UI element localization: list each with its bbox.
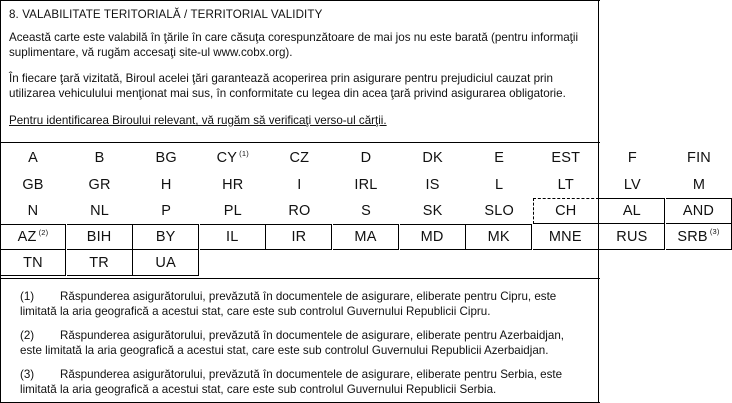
country-code-label: AND	[682, 203, 715, 219]
country-code-label: IL	[226, 229, 239, 245]
country-code-sk	[400, 198, 466, 224]
country-code-by	[133, 224, 199, 250]
country-code-ch	[533, 198, 599, 224]
country-code-label: FIN	[687, 150, 711, 166]
country-code-label: MK	[487, 229, 510, 245]
country-code-label: F	[627, 150, 637, 166]
country-code-bg	[133, 145, 199, 171]
country-code-md	[400, 224, 466, 250]
country-code-h	[133, 172, 199, 198]
footnote-text: Răspunderea asigurătorului, prevăzută în documentele de asigurare, eliberate pentru Azerbaidjan, este limitată la aria geografică a acestui stat, care este sub controlul Guvernului Republicii Azerbaidjan.	[20, 329, 565, 357]
country-code-a	[0, 145, 66, 171]
country-code-label: MD	[420, 229, 444, 245]
country-code-label: I	[297, 177, 302, 193]
footnote-marker: (3)	[709, 227, 720, 236]
country-code-label: IRL	[354, 177, 378, 193]
footnote-text: Răspunderea asigurătorului, prevăzută în documentele de asigurare, eliberate pentru Cipru, este limitată la aria geografică a acestui stat, care este sub controlul Guvernului Republicii Cipru.	[20, 290, 557, 318]
country-code-label: GB	[22, 177, 44, 193]
country-code-label: RUS	[616, 228, 648, 245]
country-code-ma	[333, 224, 399, 250]
country-code-label: LT	[557, 177, 574, 193]
country-code-cy	[200, 145, 266, 171]
country-code-and	[666, 198, 732, 224]
country-code-label: PL	[223, 203, 242, 219]
country-code-cz	[266, 145, 332, 171]
country-code-label: CY	[216, 150, 238, 166]
country-code-ua	[133, 250, 199, 276]
country-code-pl	[200, 198, 266, 224]
country-code-mne	[533, 224, 599, 250]
country-code-f	[599, 145, 665, 171]
country-code-label: B	[94, 150, 105, 166]
country-code-label: BY	[155, 229, 176, 245]
country-code-i	[266, 172, 332, 198]
country-code-label: M	[692, 177, 706, 193]
country-code-label: SLO	[484, 203, 514, 219]
country-code-s	[333, 198, 399, 224]
country-code-tr	[67, 250, 133, 276]
footnote-text: Răspunderea asigurătorului, prevăzută în documentele de asigurare, eliberate pentru Serbia, este limitată la aria geografică a acestui stat, care este sub controlul Guvernului Republicii Serbia.	[20, 368, 563, 396]
country-code-label: A	[28, 150, 38, 166]
country-code-n	[0, 198, 66, 224]
country-code-label: N	[27, 203, 39, 219]
country-code-tn	[0, 250, 66, 276]
country-code-label: D	[360, 150, 372, 166]
country-code-label: IR	[291, 229, 307, 245]
country-code-al	[599, 198, 665, 224]
country-code-nl	[67, 198, 133, 224]
country-code-label: DK	[422, 150, 443, 166]
country-code-label: L	[495, 177, 504, 193]
section-heading: 8. VALABILITATE TERITORIALĂ / TERRITORIAL VALIDITY	[9, 8, 323, 21]
country-code-est	[533, 145, 599, 171]
country-code-label: P	[161, 203, 172, 219]
country-code-gr	[67, 172, 133, 198]
country-code-label: GR	[88, 177, 111, 193]
country-code-ro	[266, 198, 332, 224]
footnote-number: (3)	[20, 368, 35, 381]
country-code-label: SK	[422, 203, 443, 219]
country-code-gb	[0, 172, 66, 198]
country-code-label: TR	[89, 254, 109, 271]
country-code-fin	[666, 145, 732, 171]
country-code-mk	[466, 224, 532, 250]
identify-bureau-paragraph: Pentru identificarea Biroului relevant, vă rugăm să verificaţi verso-ul cărţii.	[9, 114, 387, 127]
country-code-il	[200, 224, 266, 250]
country-code-label: BIH	[86, 229, 112, 245]
country-code-label: CH	[555, 203, 577, 219]
country-code-label: MNE	[548, 228, 582, 245]
country-code-label: AL	[622, 203, 641, 219]
country-code-irl	[333, 172, 399, 198]
country-code-m	[666, 172, 732, 198]
country-code-lt	[533, 172, 599, 198]
country-code-label: CZ	[289, 150, 310, 166]
country-code-label: S	[361, 203, 371, 219]
country-code-label: E	[494, 150, 505, 166]
footnote-number: (2)	[20, 329, 35, 342]
country-code-label: IS	[425, 177, 440, 193]
country-code-label: SRB	[677, 228, 708, 245]
country-code-dk	[400, 145, 466, 171]
country-code-label: H	[160, 177, 172, 193]
country-code-lv	[599, 172, 665, 198]
frame-top-border	[0, 0, 600, 1]
country-code-is	[400, 172, 466, 198]
country-code-srb	[666, 224, 732, 250]
footnote-number: (1)	[20, 290, 35, 303]
country-code-bih	[67, 224, 133, 250]
footnotes-top-rule	[0, 278, 600, 279]
country-code-label: BG	[155, 150, 177, 166]
validity-paragraph: Această carte este valabilă în ţările în care căsuţa corespunzătoare de mai jos nu este barată (pentru informaţii suplimentare, vă rugăm accesaţi site-ul www.cobx.org).	[9, 31, 579, 59]
country-code-hr	[200, 172, 266, 198]
country-code-label: AZ	[17, 229, 37, 245]
country-code-b	[67, 145, 133, 171]
country-code-label: TN	[23, 254, 43, 271]
country-code-label: UA	[155, 254, 176, 271]
country-code-ir	[266, 224, 332, 250]
country-code-e	[466, 145, 532, 171]
grid-top-rule	[0, 142, 600, 143]
country-code-label: NL	[90, 203, 110, 219]
footnote-marker: (1)	[239, 148, 249, 158]
bureau-paragraph: În fiecare ţară vizitată, Biroul acelei ţări garantează acoperirea prin asigurare pentru prejudiciul cauzat prin utilizarea vehiculului menţionat mai sus, în conformitate cu legea din acea ţară privind asigurarea obligatorie.	[9, 72, 566, 100]
footnote-marker: (2)	[38, 227, 49, 237]
country-code-az	[0, 224, 66, 250]
country-code-label: EST	[551, 150, 581, 166]
country-code-p	[133, 198, 199, 224]
country-code-rus	[599, 224, 665, 250]
country-code-d	[333, 145, 399, 171]
country-code-label: MA	[354, 229, 377, 245]
country-code-label: HR	[222, 177, 244, 193]
country-code-slo	[466, 198, 532, 224]
country-code-l	[466, 172, 532, 198]
country-code-label: LV	[623, 177, 641, 193]
country-code-label: RO	[288, 203, 311, 219]
